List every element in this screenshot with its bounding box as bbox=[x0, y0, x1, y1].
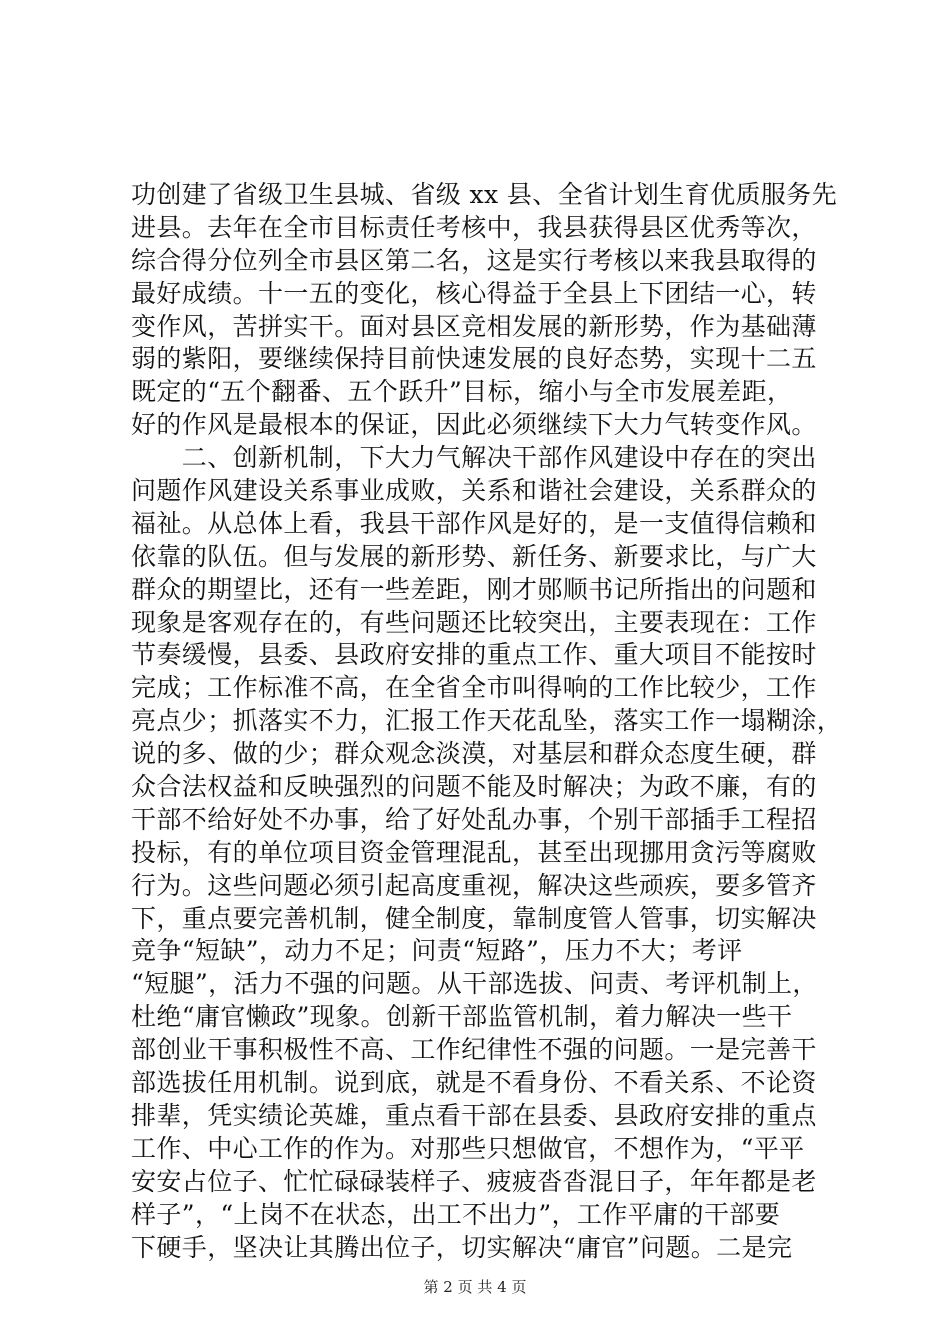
text-line: 弱的紫阳，要继续保持目前快速发展的良好态势，实现十二五 bbox=[131, 344, 817, 374]
text-line: 排辈，凭实绩论英雄，重点看干部在县委、县政府安排的重点 bbox=[131, 1100, 817, 1130]
text-line: 节奏缓慢，县委、县政府安排的重点工作、重大项目不能按时 bbox=[131, 640, 817, 670]
text-line: 既定的“五个翻番、五个跃升”目标，缩小与全市发展差距， bbox=[131, 377, 793, 407]
page-footer: 第 2 页 共 4 页 bbox=[423, 1278, 527, 1296]
text-line: 安安占位子、忙忙碌碌装样子、疲疲沓沓混日子，年年都是老 bbox=[131, 1166, 817, 1196]
text-line: 二、创新机制，下大力气解决干部作风建设中存在的突出 bbox=[131, 443, 817, 473]
text-line: 最好成绩。十一五的变化，核心得益于全县上下团结一心，转 bbox=[131, 278, 817, 308]
text-line: 功创建了省级卫生县城、省级 xx 县、全省计划生育优质服务先 bbox=[131, 180, 838, 209]
text-line: 杜绝“庸官懒政”现象。创新干部监管机制，着力解决一些干 bbox=[131, 1002, 793, 1032]
text-line: 行为。这些问题必须引起高度重视，解决这些顽疾，要多管齐 bbox=[131, 870, 817, 900]
text-line: 福祉。从总体上看，我县干部作风是好的，是一支值得信赖和 bbox=[131, 508, 817, 538]
text-line: 部选拔任用机制。说到底，就是不看身份、不看关系、不论资 bbox=[131, 1068, 817, 1098]
text-line: 完成；工作标准不高，在全省全市叫得响的工作比较少，工作 bbox=[131, 673, 817, 703]
text-line: 综合得分位列全市县区第二名，这是实行考核以来我县取得的 bbox=[131, 245, 817, 275]
text-line: 现象是客观存在的，有些问题还比较突出，主要表现在：工作 bbox=[131, 607, 817, 637]
text-line: 说的多、做的少；群众观念淡漠，对基层和群众态度生硬，群 bbox=[131, 739, 817, 769]
text-line: 工作、中心工作的作为。对那些只想做官，不想作为，“平平 bbox=[131, 1133, 805, 1163]
body-text bbox=[131, 179, 843, 1264]
text-line: 下，重点要完善机制，健全制度，靠制度管人管事，切实解决 bbox=[131, 903, 817, 933]
text-line: 干部不给好处不办事，给了好处乱办事，个别干部插手工程招 bbox=[131, 804, 817, 834]
text-line: 好的作风是最根本的保证，因此必须继续下大力气转变作风。 bbox=[131, 410, 817, 440]
text-line: 竞争“短缺”，动力不足；问责“短路”，压力不大；考评 bbox=[131, 936, 743, 966]
text-line: “短腿”，活力不强的问题。从干部选拔、问责、考评机制上， bbox=[131, 969, 818, 999]
text-line: 依靠的队伍。但与发展的新形势、新任务、新要求比，与广大 bbox=[131, 541, 817, 571]
text-line: 亮点少；抓落实不力，汇报工作天花乱坠，落实工作一塌糊涂， bbox=[131, 706, 843, 736]
text-line: 投标，有的单位项目资金管理混乱，甚至出现挪用贪污等腐败 bbox=[131, 837, 817, 867]
text-line: 样子”，“上岗不在状态，出工不出力”，工作平庸的干部要 bbox=[131, 1199, 781, 1229]
text-line: 群众的期望比，还有一些差距，刚才郧顺书记所指出的问题和 bbox=[131, 574, 817, 604]
text-line: 问题作风建设关系事业成败，关系和谐社会建设，关系群众的 bbox=[131, 476, 817, 506]
text-line: 部创业干事积极性不高、工作纪律性不强的问题。一是完善干 bbox=[131, 1035, 817, 1065]
text-line: 进县。去年在全市目标责任考核中，我县获得县区优秀等次， bbox=[131, 212, 817, 242]
text-line: 众合法权益和反映强烈的问题不能及时解决；为政不廉，有的 bbox=[131, 772, 817, 802]
text-line: 下硬手，坚决让其腾出位子，切实解决“庸官”问题。二是完 bbox=[131, 1232, 793, 1262]
text-line: 变作风，苦拼实干。面对县区竞相发展的新形势，作为基础薄 bbox=[131, 311, 817, 341]
